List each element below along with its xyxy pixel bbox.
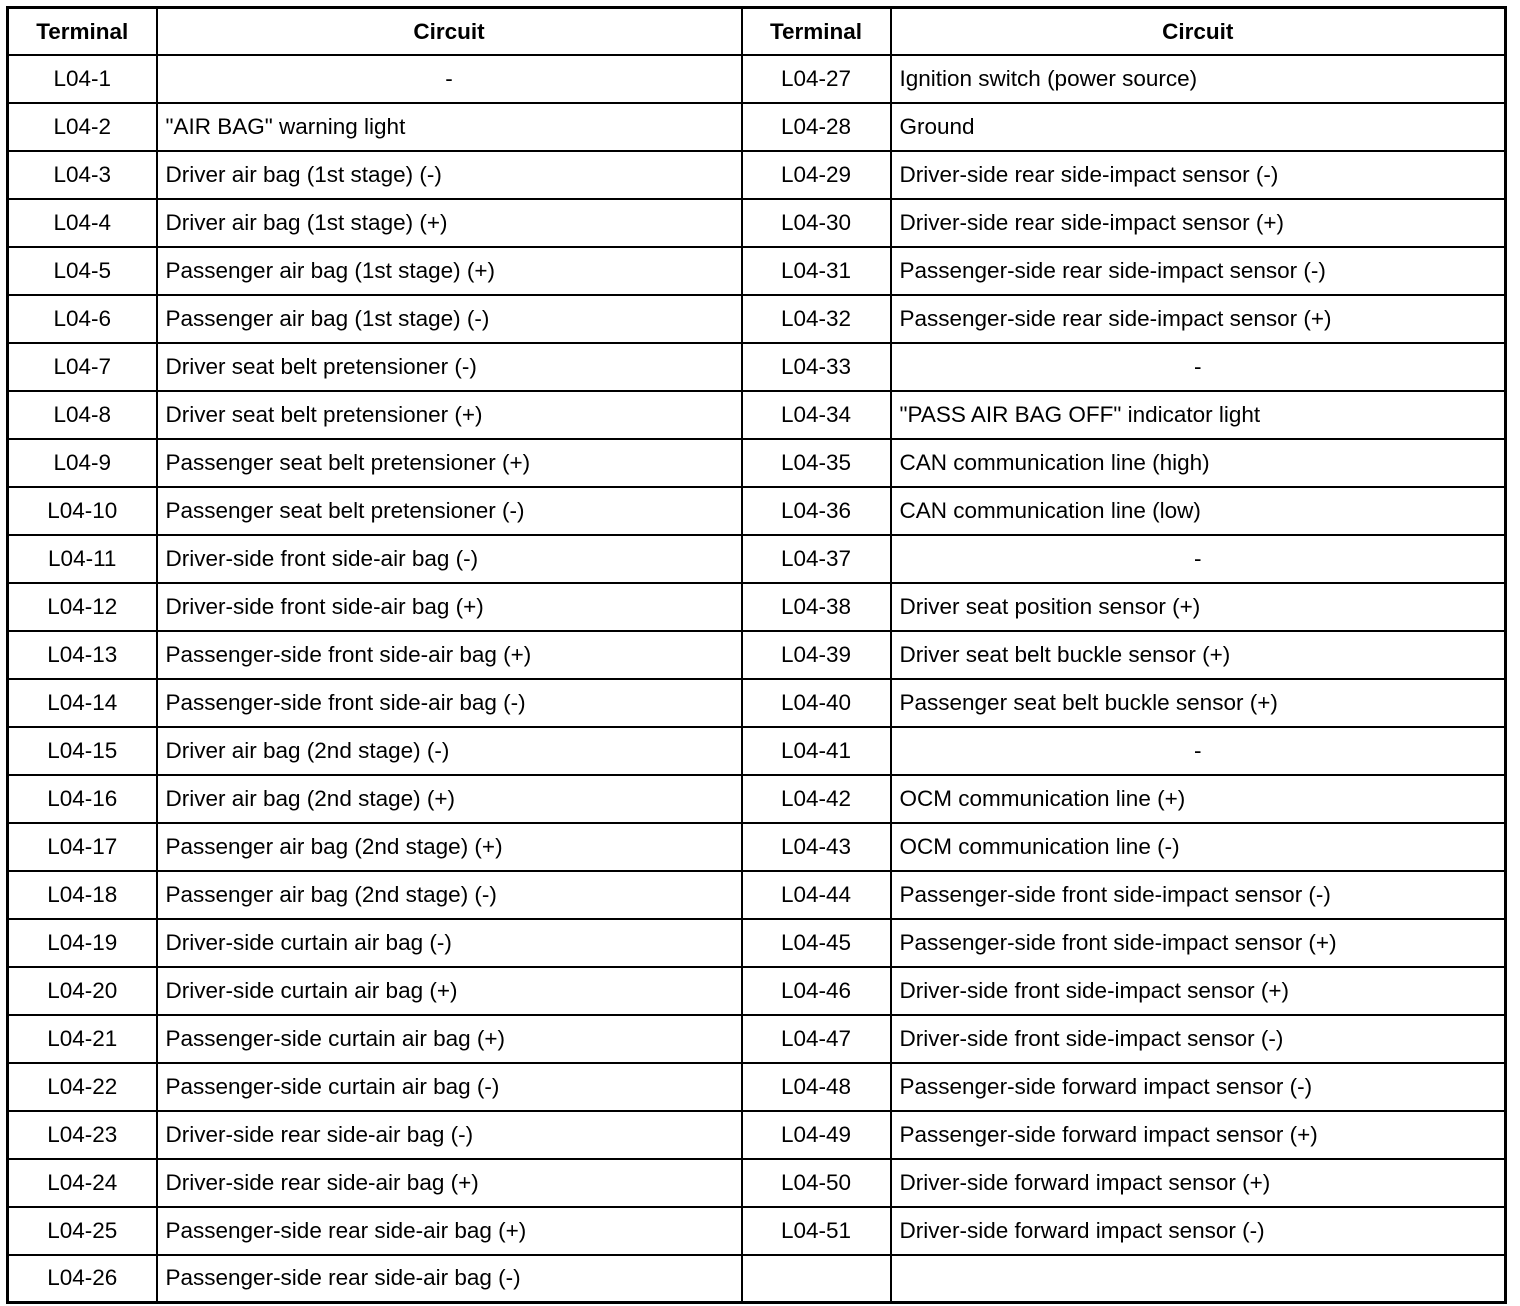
terminal-cell: L04-25 — [8, 1207, 157, 1255]
table-row — [8, 775, 1506, 823]
terminal-cell: L04-42 — [742, 775, 891, 823]
terminal-cell: L04-1 — [8, 55, 157, 103]
circuit-cell: Passenger-side forward impact sensor (+) — [891, 1111, 1506, 1159]
table-row — [8, 55, 1506, 103]
circuit-cell: Passenger-side rear side-impact sensor (-) — [891, 247, 1506, 295]
table-row — [8, 487, 1506, 535]
circuit-cell: - — [157, 55, 742, 103]
table-row — [8, 823, 1506, 871]
terminal-cell: L04-34 — [742, 391, 891, 439]
terminal-cell: L04-13 — [8, 631, 157, 679]
table-row — [8, 727, 1506, 775]
circuit-cell: Driver-side rear side-air bag (+) — [157, 1159, 742, 1207]
circuit-cell: Driver-side rear side-impact sensor (+) — [891, 199, 1506, 247]
terminal-cell: L04-10 — [8, 487, 157, 535]
circuit-cell: Driver seat belt pretensioner (+) — [157, 391, 742, 439]
table-row — [8, 439, 1506, 487]
circuit-cell: Passenger air bag (1st stage) (+) — [157, 247, 742, 295]
terminal-cell: L04-44 — [742, 871, 891, 919]
circuit-cell: Passenger-side forward impact sensor (-) — [891, 1063, 1506, 1111]
terminal-cell: L04-38 — [742, 583, 891, 631]
terminal-cell: L04-19 — [8, 919, 157, 967]
terminal-cell: L04-49 — [742, 1111, 891, 1159]
circuit-cell: - — [891, 343, 1506, 391]
table-row — [8, 295, 1506, 343]
circuit-cell: Driver-side front side-impact sensor (+) — [891, 967, 1506, 1015]
circuit-cell: Driver air bag (1st stage) (+) — [157, 199, 742, 247]
terminal-cell: L04-39 — [742, 631, 891, 679]
terminal-cell: L04-24 — [8, 1159, 157, 1207]
terminal-cell: L04-41 — [742, 727, 891, 775]
table-row — [8, 1063, 1506, 1111]
terminal-circuit-table — [6, 6, 1507, 1304]
circuit-cell: Passenger air bag (1st stage) (-) — [157, 295, 742, 343]
terminal-cell: L04-11 — [8, 535, 157, 583]
circuit-cell: Passenger-side front side-impact sensor (-) — [891, 871, 1506, 919]
table-row — [8, 1207, 1506, 1255]
terminal-cell: L04-15 — [8, 727, 157, 775]
terminal-cell: L04-21 — [8, 1015, 157, 1063]
terminal-cell: L04-8 — [8, 391, 157, 439]
circuit-cell: Driver-side forward impact sensor (+) — [891, 1159, 1506, 1207]
terminal-cell: L04-9 — [8, 439, 157, 487]
circuit-cell: Driver seat belt buckle sensor (+) — [891, 631, 1506, 679]
terminal-cell: L04-22 — [8, 1063, 157, 1111]
terminal-cell: L04-3 — [8, 151, 157, 199]
terminal-cell: L04-48 — [742, 1063, 891, 1111]
terminal-cell: L04-20 — [8, 967, 157, 1015]
circuit-cell: Driver seat belt pretensioner (-) — [157, 343, 742, 391]
circuit-cell: Passenger-side rear side-air bag (+) — [157, 1207, 742, 1255]
table-row — [8, 1111, 1506, 1159]
table-row — [8, 247, 1506, 295]
circuit-cell: Driver-side rear side-air bag (-) — [157, 1111, 742, 1159]
circuit-cell: Passenger-side curtain air bag (-) — [157, 1063, 742, 1111]
circuit-cell: Driver air bag (1st stage) (-) — [157, 151, 742, 199]
terminal-cell: L04-23 — [8, 1111, 157, 1159]
header-terminal-1: Terminal — [8, 8, 157, 56]
terminal-cell: L04-2 — [8, 103, 157, 151]
table-row — [8, 631, 1506, 679]
header-terminal-2: Terminal — [742, 8, 891, 56]
terminal-cell: L04-14 — [8, 679, 157, 727]
terminal-cell: L04-36 — [742, 487, 891, 535]
circuit-cell: Driver-side curtain air bag (-) — [157, 919, 742, 967]
terminal-cell: L04-33 — [742, 343, 891, 391]
circuit-cell: OCM communication line (-) — [891, 823, 1506, 871]
circuit-cell: Ground — [891, 103, 1506, 151]
table-row — [8, 535, 1506, 583]
table-row — [8, 1159, 1506, 1207]
circuit-cell — [891, 1255, 1506, 1303]
circuit-cell: Driver air bag (2nd stage) (-) — [157, 727, 742, 775]
terminal-cell: L04-31 — [742, 247, 891, 295]
table-row — [8, 103, 1506, 151]
terminal-cell: L04-7 — [8, 343, 157, 391]
terminal-cell: L04-45 — [742, 919, 891, 967]
terminal-cell: L04-32 — [742, 295, 891, 343]
table-row — [8, 1255, 1506, 1303]
circuit-cell: Passenger-side front side-impact sensor (+) — [891, 919, 1506, 967]
terminal-cell: L04-28 — [742, 103, 891, 151]
circuit-cell: Driver-side front side-air bag (+) — [157, 583, 742, 631]
terminal-cell: L04-46 — [742, 967, 891, 1015]
terminal-cell: L04-50 — [742, 1159, 891, 1207]
table-row — [8, 871, 1506, 919]
circuit-cell: Passenger-side rear side-air bag (-) — [157, 1255, 742, 1303]
terminal-cell: L04-26 — [8, 1255, 157, 1303]
circuit-cell: Passenger air bag (2nd stage) (+) — [157, 823, 742, 871]
circuit-cell: "PASS AIR BAG OFF" indicator light — [891, 391, 1506, 439]
circuit-cell: CAN communication line (high) — [891, 439, 1506, 487]
terminal-cell: L04-29 — [742, 151, 891, 199]
circuit-cell: - — [891, 535, 1506, 583]
circuit-cell: Driver-side curtain air bag (+) — [157, 967, 742, 1015]
circuit-cell: Passenger seat belt pretensioner (-) — [157, 487, 742, 535]
table-row — [8, 343, 1506, 391]
circuit-cell: Passenger seat belt buckle sensor (+) — [891, 679, 1506, 727]
circuit-cell: OCM communication line (+) — [891, 775, 1506, 823]
circuit-cell: Ignition switch (power source) — [891, 55, 1506, 103]
terminal-cell: L04-18 — [8, 871, 157, 919]
circuit-cell: Driver air bag (2nd stage) (+) — [157, 775, 742, 823]
terminal-cell: L04-6 — [8, 295, 157, 343]
table-row — [8, 151, 1506, 199]
circuit-cell: - — [891, 727, 1506, 775]
table-row — [8, 919, 1506, 967]
header-row — [8, 8, 1506, 56]
header-circuit-2: Circuit — [891, 8, 1506, 56]
terminal-cell: L04-30 — [742, 199, 891, 247]
terminal-cell: L04-27 — [742, 55, 891, 103]
terminal-cell: L04-17 — [8, 823, 157, 871]
circuit-cell: "AIR BAG" warning light — [157, 103, 742, 151]
circuit-cell: Driver-side forward impact sensor (-) — [891, 1207, 1506, 1255]
terminal-cell: L04-16 — [8, 775, 157, 823]
table-row — [8, 199, 1506, 247]
table-row — [8, 1015, 1506, 1063]
circuit-cell: Passenger-side rear side-impact sensor (+) — [891, 295, 1506, 343]
circuit-cell: Passenger-side front side-air bag (+) — [157, 631, 742, 679]
table-row — [8, 583, 1506, 631]
terminal-cell — [742, 1255, 891, 1303]
circuit-cell: Driver seat position sensor (+) — [891, 583, 1506, 631]
terminal-cell: L04-37 — [742, 535, 891, 583]
terminal-cell: L04-43 — [742, 823, 891, 871]
header-circuit-1: Circuit — [157, 8, 742, 56]
table-row — [8, 391, 1506, 439]
circuit-cell: Passenger-side front side-air bag (-) — [157, 679, 742, 727]
terminal-cell: L04-4 — [8, 199, 157, 247]
circuit-cell: CAN communication line (low) — [891, 487, 1506, 535]
table-row — [8, 967, 1506, 1015]
terminal-cell: L04-12 — [8, 583, 157, 631]
terminal-cell: L04-5 — [8, 247, 157, 295]
terminal-cell: L04-47 — [742, 1015, 891, 1063]
terminal-cell: L04-35 — [742, 439, 891, 487]
circuit-cell: Passenger-side curtain air bag (+) — [157, 1015, 742, 1063]
circuit-cell: Driver-side rear side-impact sensor (-) — [891, 151, 1506, 199]
terminal-cell: L04-51 — [742, 1207, 891, 1255]
table-row — [8, 679, 1506, 727]
circuit-cell: Passenger air bag (2nd stage) (-) — [157, 871, 742, 919]
terminal-cell: L04-40 — [742, 679, 891, 727]
circuit-cell: Driver-side front side-air bag (-) — [157, 535, 742, 583]
circuit-cell: Driver-side front side-impact sensor (-) — [891, 1015, 1506, 1063]
circuit-cell: Passenger seat belt pretensioner (+) — [157, 439, 742, 487]
